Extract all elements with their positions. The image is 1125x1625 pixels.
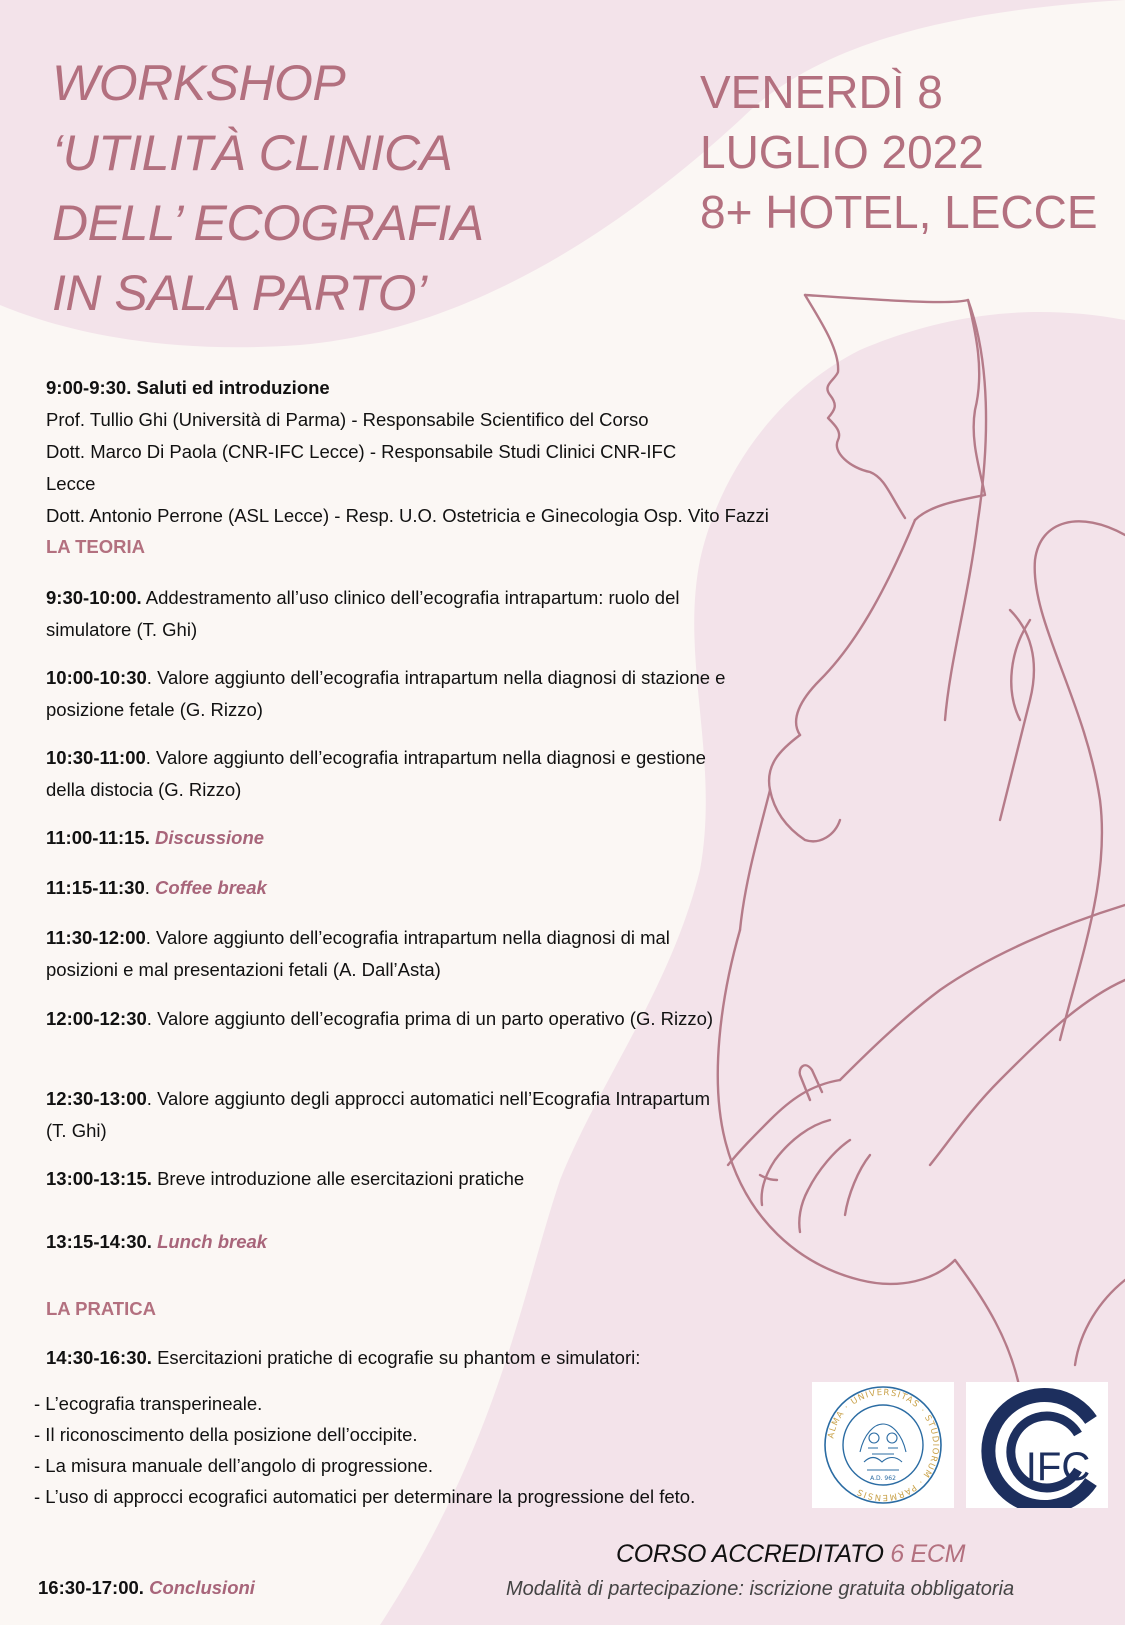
svg-text:A.D. 962: A.D. 962: [870, 1475, 896, 1482]
workshop-title: [52, 48, 484, 328]
date-location: [700, 62, 1098, 242]
list-item: - L’uso di approcci ecografici automatici per determinare la progressione del feto.: [34, 1486, 696, 1507]
section-practice: LA PRATICA: [46, 1298, 156, 1319]
date-line-1: VENERDÌ 8: [700, 66, 943, 118]
schedule-item: 11:30-12:00. Valore aggiunto dell’ecografia intrapartum nella diagnosi di mal posizioni e mal presentazioni fetali (A. Dall’Asta): [46, 927, 670, 980]
schedule-item: 13:00-13:15. Breve introduzione alle esercitazioni pratiche: [46, 1168, 525, 1189]
schedule-item: 10:30-11:00. Valore aggiunto dell’ecografia intrapartum nella diagnosi e gestione della distocia (G. Rizzo): [46, 747, 706, 800]
title-line-1: WORKSHOP: [52, 55, 346, 111]
intro-speaker: Dott. Antonio Perrone (ASL Lecce) - Resp. U.O. Ostetricia e Ginecologia Osp. Vito Fazzi: [46, 505, 769, 526]
schedule-item: 14:30-16:30. Esercitazioni pratiche di ecografie su phantom e simulatori:: [46, 1347, 641, 1368]
schedule-item: 11:00-11:15. Discussione: [46, 827, 265, 848]
coffee-break-label: Coffee break: [155, 877, 267, 898]
ifc-logo: [966, 1382, 1108, 1508]
intro-block: [46, 372, 769, 532]
intro-time-title: 9:00-9:30. Saluti ed introduzione: [46, 377, 330, 398]
university-seal-icon: [812, 1382, 954, 1508]
discussione-label: Discussione: [155, 827, 265, 848]
practice-list: [34, 1388, 734, 1512]
schedule-item: 10:00-10:30. Valore aggiunto dell’ecografia intrapartum nella diagnosi di stazione e posizione fetale (G. Rizzo): [46, 667, 726, 720]
list-item: - L’ecografia transperineale.: [34, 1393, 263, 1414]
schedule-item: 13:15-14:30. Lunch break: [46, 1231, 268, 1252]
intro-speaker: Dott. Marco Di Paola (CNR-IFC Lecce) - Responsabile Studi Clinici CNR-IFC Lecce: [46, 441, 677, 494]
schedule-item: 11:15-11:30. Coffee break: [46, 877, 267, 898]
location-line: 8+ HOTEL, LECCE: [700, 186, 1098, 238]
date-line-2: LUGLIO 2022: [700, 126, 984, 178]
list-item: - Il riconoscimento della posizione dell’occipite.: [34, 1424, 418, 1445]
svg-text:ALMA · UNIVERSITAS · STUDIORUM: ALMA · UNIVERSITAS · STUDIORUM · PARMENSIS: [826, 1387, 941, 1503]
intro-speaker: Prof. Tullio Ghi (Università di Parma) - Responsabile Scientifico del Corso: [46, 409, 649, 430]
lunch-break-label: Lunch break: [157, 1231, 268, 1252]
schedule-item: 12:00-12:30. Valore aggiunto dell’ecografia prima di un parto operativo (G. Rizzo): [46, 1008, 714, 1029]
title-line-3: DELL’ ECOGRAFIA: [52, 195, 484, 251]
list-item: - La misura manuale dell’angolo di progressione.: [34, 1455, 434, 1476]
svg-text:IFC: IFC: [1025, 1445, 1091, 1489]
schedule-item: 16:30-17:00. Conclusioni: [38, 1577, 255, 1598]
title-line-4: IN SALA PARTO’: [52, 265, 427, 321]
ifc-logo-icon: [966, 1382, 1108, 1508]
title-line-2: ‘UTILITÀ CLINICA: [52, 125, 453, 181]
university-parma-logo: [812, 1382, 954, 1508]
schedule-item: 9:30-10:00. Addestramento all’uso clinico dell’ecografia intrapartum: ruolo del simulatore (T. Ghi): [46, 587, 680, 640]
participation-note: Modalità di partecipazione: iscrizione gratuita obbligatoria: [506, 1578, 1015, 1600]
accreditation-title: CORSO ACCREDITATO 6 ECM: [616, 1540, 966, 1568]
ecm-credits: 6 ECM: [890, 1540, 966, 1568]
conclusioni-label: Conclusioni: [149, 1577, 255, 1598]
schedule-item: 12:30-13:00. Valore aggiunto degli approcci automatici nell’Ecografia Intrapartum (T. Ghi): [46, 1088, 710, 1141]
section-theory: LA TEORIA: [46, 536, 146, 557]
